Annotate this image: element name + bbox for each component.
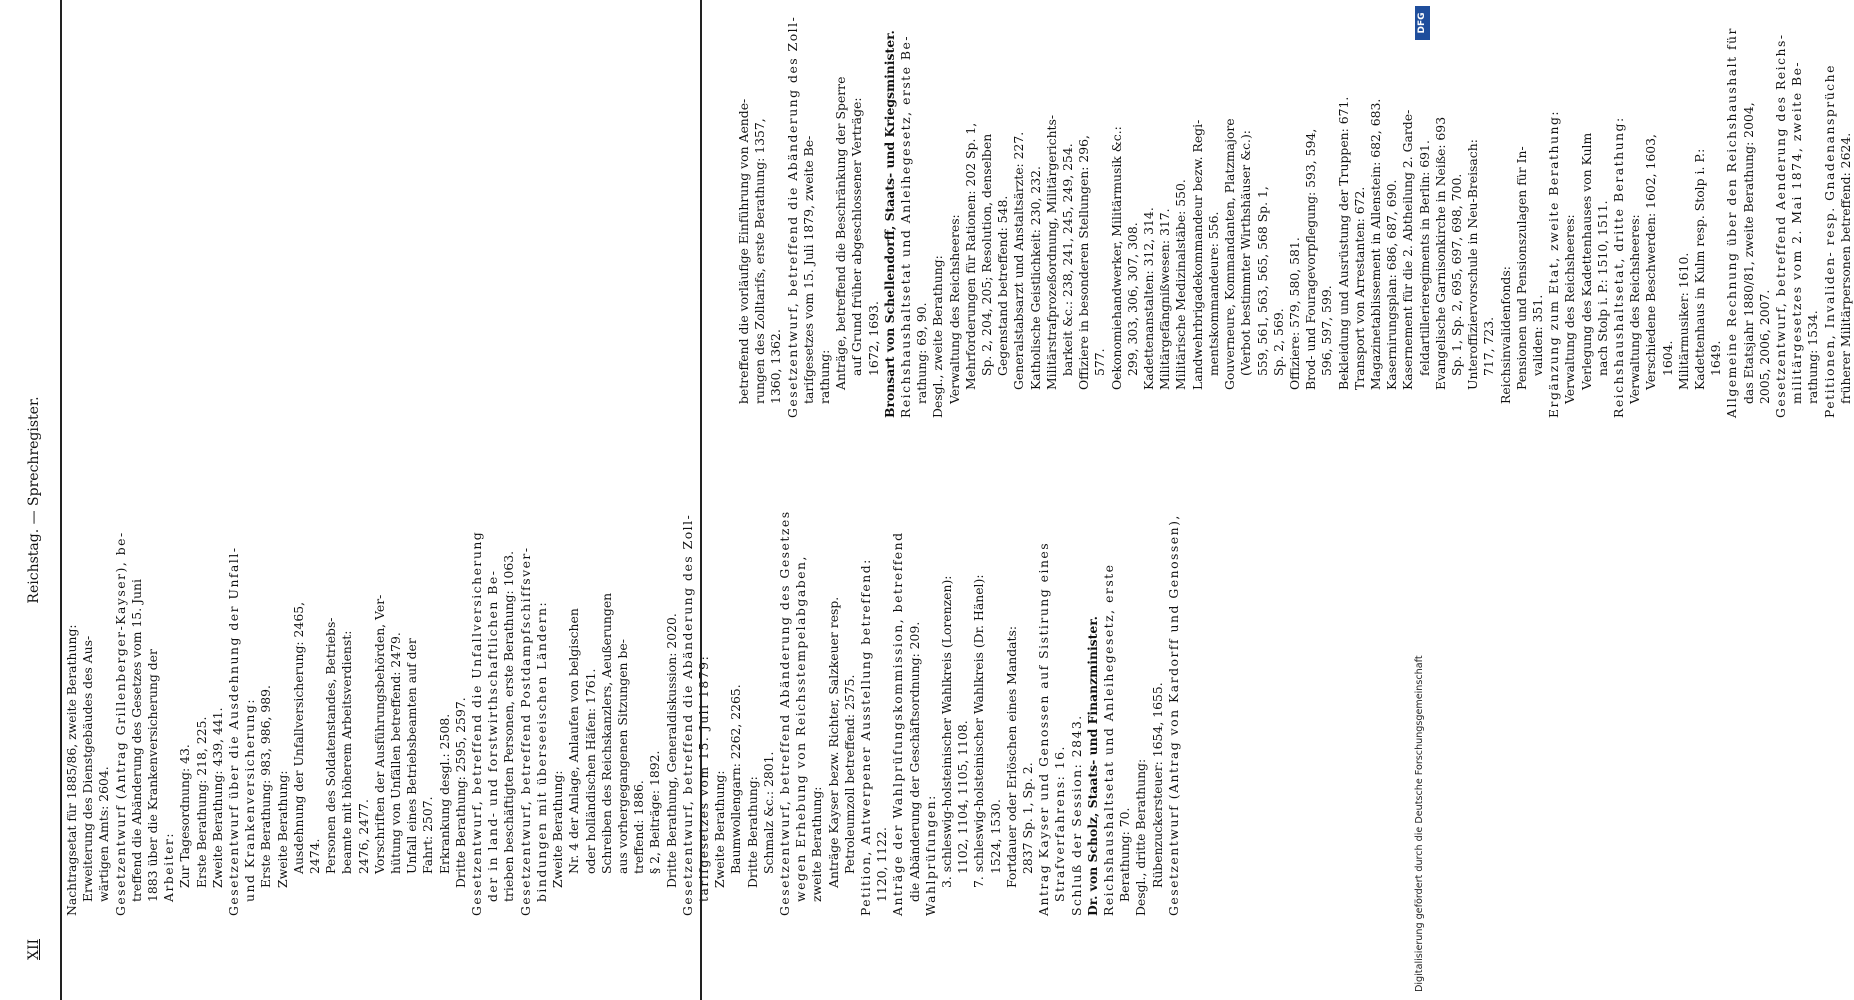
entry-line: mentskommandeure: 556.	[1205, 211, 1221, 376]
entry-line: Verwaltung des Reichsheeres:	[946, 214, 962, 404]
entry-line: Verwaltung des Reichsheeres:	[1562, 214, 1578, 404]
entry-line: tarifgesetzes vom 15. Juli 1879, zweite Be-	[800, 135, 816, 404]
entry-line: Oekonomiehandwerker, Militärmusik &c.:	[1108, 126, 1124, 390]
entry-line: wegen Erhebung von Reichsstempelabgaben,	[793, 555, 809, 902]
entry-line: früherer Militärpersonen betreffend: 2624.	[1837, 132, 1853, 404]
entry-line: Dritte Berathung:	[744, 776, 760, 888]
entry-line: Sp. 1, Sp. 2, 695, 697, 698, 700.	[1448, 173, 1464, 376]
entry-line: Erste Berathung: 983, 986, 989.	[258, 685, 274, 888]
entry-line: Ausdehnung der Unfallversicherung: 2465,	[290, 601, 306, 874]
entry-line: Gesetzentwurf, betreffend Postdampfschiffsver-	[517, 546, 533, 916]
entry-line: Anträge der Wahlprüfungskommission, betreffend	[890, 531, 906, 916]
entry-line: oder holländischen Häfen: 1761.	[582, 668, 598, 874]
entry-line: Militärmusiker: 1610.	[1675, 252, 1691, 390]
entry-line: Kasernement für die 2. Abtheilung 2. Garde-	[1400, 109, 1416, 390]
entry-line: Reichshaushaltsetat, dritte Berathung:	[1610, 116, 1626, 418]
entry-line: Arbeiter:	[161, 831, 177, 902]
entry-line: 596, 597, 599.	[1319, 285, 1335, 376]
entry-line: 2474.	[307, 838, 323, 874]
page-header	[26, 40, 50, 960]
entry-line: Wahlprüfungen:	[922, 794, 938, 916]
entry-line: und Krankenversicherung:	[242, 697, 258, 902]
entry-line: betreffend die vorläufige Einführung von Aende-	[736, 98, 751, 404]
entry-line: Anträge Kayser bezw. Richter, Salzkeuer resp.	[825, 596, 841, 888]
entry-line: Petition, Antwerpener Ausstellung betreffend:	[857, 558, 873, 916]
entry-line: Kasernirungsplan: 686, 687, 690.	[1384, 179, 1400, 390]
entry-line: Verschiedene Beschwerden: 1602, 1603,	[1643, 134, 1659, 390]
entry-line: bindungen mit überseeischen Ländern:	[533, 600, 549, 902]
entry-line: Personen des Soldatenstandes, Betriebs-	[323, 617, 339, 874]
entry-line: Gegenstand betreffend: 548.	[995, 195, 1011, 376]
entry-line: 1672, 1693.	[865, 301, 881, 376]
entry-line: Magazinetablissement in Allenstein: 682, 683.	[1367, 98, 1383, 390]
entry-line: Reichshaushaltsetat und Anleihegesetz, erste	[1101, 563, 1116, 916]
header-rule	[60, 0, 62, 1000]
entry-line: der in land- und forstwirthschaftlichen Be-	[485, 569, 501, 902]
entry-line: Unfall eines Betriebsbeamten auf der	[404, 638, 420, 874]
entry-line: Berathung: 70.	[1117, 807, 1133, 902]
entry-line: 7. schleswig-holsteinischer Wahlkreis (Dr. Hänel):	[971, 574, 987, 888]
entry-line: Zweite Berathung:	[550, 770, 566, 888]
entry-line: trieben beschäftigten Personen, erste Berathung: 1063.	[501, 550, 517, 902]
entry-line: Strafverfahrens: 16.	[1052, 745, 1068, 902]
entry-line: das Etatsjahr 1880/81, zweite Berathung: 2004,	[1740, 102, 1756, 404]
entry-line: die Abänderung der Geschäftsordnung: 209.	[906, 621, 922, 902]
entry-line: Kadettenanstalten: 312, 314.	[1141, 207, 1157, 390]
entry-line: 1120, 1122.	[874, 827, 890, 902]
entry-line: Militärgefängnißwesen: 317.	[1157, 208, 1173, 390]
entry-line: Fahrt: 2507.	[420, 796, 436, 874]
entry-line: Offiziere: 579, 580, 581.	[1286, 237, 1302, 390]
entry-line: 1102, 1104, 1105, 1108.	[955, 720, 971, 874]
entry-line: 2005, 2006, 2007.	[1756, 289, 1772, 404]
entry-line: Nachtragsetat für 1885/86, zweite Berathung:	[64, 624, 79, 916]
entry-line: 559, 561, 563, 565, 568 Sp. 1,	[1254, 186, 1270, 376]
entry-line: rathung: 1534.	[1805, 310, 1821, 404]
entry-line: Schmalz &c.: 2801.	[760, 751, 776, 874]
entry-line: Verlegung des Kadettenhauses von Kulm	[1578, 132, 1594, 390]
entry-line: 1524, 1530.	[987, 799, 1003, 874]
entry-line: Desgl., dritte Berathung:	[1133, 758, 1149, 916]
entry-line: Generalstabsarzt und Anstaltsärzte: 227.	[1011, 131, 1027, 390]
entry-line: Schreiben des Reichskanzlers, Aeußerungen	[598, 592, 614, 874]
digitization-note	[1414, 8, 1430, 992]
entry-line: Nr. 4 der Anlage, Anlaufen von belgischen	[566, 608, 582, 874]
entry-line: (Verbot bestimmter Wirthshäuser &c.):	[1238, 130, 1254, 376]
entry-line: rathung:	[817, 349, 833, 404]
entry-line: 1649.	[1708, 340, 1724, 376]
entry-line: Sp. 2, 569.	[1270, 308, 1286, 376]
entry-line: Gesetzentwurf (Antrag Grillenberger-Kayser), be-	[112, 531, 128, 916]
entry-line: Sp. 2, 204, 205; Resolution, denselben	[979, 133, 995, 376]
entry-line: Militärstrafprozeßordnung, Militärgerichts-	[1043, 114, 1059, 390]
speaker-heading: Bronsart von Schellendorff, Staats- und Kriegsminister.	[881, 30, 897, 418]
entry-line: Erweiterung des Dienstgebäudes des Aus-	[80, 635, 96, 902]
entry-line: Gesetzentwurf, betreffend die Unfallversicherung	[469, 530, 485, 916]
entry-line: Verwaltung des Reichsheeres:	[1627, 214, 1643, 404]
entry-line: Gesetzentwurf, betreffend die Abänderung des Zoll-	[679, 513, 695, 916]
entry-line: beamte mit höherem Arbeitsverdienst:	[339, 630, 355, 874]
entry-line: 1883 über die Krankenversicherung der	[145, 649, 161, 902]
entry-line: § 2, Beiträge: 1892.	[647, 750, 663, 874]
entry-line: rungen des Zolltarifs, erste Berathung: 1357,	[752, 118, 768, 404]
entry-line: 1604.	[1659, 340, 1675, 376]
entry-line: Fortdauer oder Erlöschen eines Mandats:	[1003, 625, 1019, 888]
entry-line: Erkrankung desgl.: 2508.	[436, 713, 452, 874]
entry-line: nach Stolp i. P.: 1510, 1511.	[1594, 200, 1610, 376]
entry-line: Dritte Berathung: 2595, 2597.	[452, 697, 468, 888]
entry-line: 299, 303, 306, 307, 308.	[1124, 222, 1140, 376]
entry-line: Allgemeine Rechnung über den Reichshaushalt für	[1724, 27, 1740, 418]
entry-line: feldartillerieregiments in Berlin: 691.	[1416, 140, 1432, 376]
entry-line: Ergänzung zum Etat, zweite Berathung:	[1546, 109, 1562, 418]
entry-line: tarifgesetzes vom 15. Juli 1879:	[695, 654, 711, 902]
entry-line: Petitionen, Invaliden- resp. Gnadenansprüche	[1821, 64, 1837, 418]
entry-line: Gesetzentwurf, betreffend die Abänderung des Zoll-	[784, 15, 800, 418]
entry-line: Transport von Arrestanten: 672.	[1351, 186, 1367, 390]
entry-line: Baumwollengarn: 2262, 2265.	[728, 684, 744, 874]
digitization-note-text: Digitalisierung gefördert durch die Deutsche Forschungsgemeinschaft	[1414, 655, 1425, 992]
entry-line: treffend: 1886.	[631, 780, 647, 874]
entry-line: 577.	[1092, 348, 1108, 376]
entry-line: Petroleumzoll betreffend: 2575.	[841, 674, 857, 874]
entry-line: Desgl., zweite Berathung:	[930, 255, 946, 418]
entry-line: Reichshaushaltsetat und Anleihegesetz, erste Be-	[898, 34, 914, 418]
entry-line: Zweite Berathung:	[712, 770, 728, 888]
entry-line: Dritte Berathung, Generaldiskussion: 2020.	[663, 613, 679, 888]
entry-line: aus vorhergegangenen Sitzungen be-	[614, 639, 630, 874]
entry-line: Zur Tagesordnung: 43.	[177, 744, 193, 888]
dfg-logo: DFG	[1415, 6, 1430, 40]
entry-line: Schluß der Session: 2843.	[1068, 714, 1084, 916]
entry-line: Gesetzentwurf, betreffend Abänderung des Gesetzes	[776, 510, 792, 916]
entry-line: treffend die Abänderung des Gesetzes vom 15. Juni	[128, 579, 144, 902]
entry-line: validen: 351.	[1529, 294, 1545, 376]
entry-line: Zweite Berathung: 439, 441.	[209, 707, 225, 888]
entry-line: Vorschriften der Ausführungsbehörden, Ver-	[371, 594, 387, 874]
entry-line: 717, 723.	[1481, 316, 1497, 376]
entry-line: militärgesetzes vom 2. Mai 1874, zweite Be-	[1789, 60, 1805, 404]
entry-line: Gesetzentwurf, betreffend Aenderung des Reichs-	[1773, 33, 1788, 418]
entry-line: Evangelische Garnisonkirche in Neiße: 693	[1432, 116, 1448, 390]
entry-line: Mehrforderungen für Rationen: 202 Sp. 1,	[962, 122, 978, 390]
entry-line: Landwehrbrigadekommandeur bezw. Regi-	[1189, 119, 1205, 390]
page-title: Reichstag. — Sprechregister.	[26, 396, 42, 604]
entry-line: 1360, 1362.	[768, 329, 784, 404]
entry-line: Pensionen und Pensionszulagen für In-	[1513, 146, 1529, 390]
entry-line: wärtigen Amts: 2604.	[96, 766, 112, 902]
entry-line: rathung: 69, 90.	[914, 302, 930, 404]
entry-line: Kadettenhaus in Kulm resp. Stolp i. P.:	[1691, 148, 1707, 390]
entry-line: Erste Berathung: 218, 225.	[193, 716, 209, 888]
entry-line: zweite Berathung:	[809, 786, 825, 902]
entry-line: Offiziere in besonderen Stellungen: 296,	[1076, 135, 1092, 390]
entry-line: Unteroffiziervorschule in Neu-Breisach:	[1465, 139, 1481, 390]
entry-line: Bekleidung und Ausrüstung der Truppen: 671.	[1335, 96, 1351, 390]
entry-line: auf Grund früher abgeschlossener Verträge:	[849, 97, 865, 376]
entry-line: Gesetzentwurf über die Ausdehnung der Unfall-	[226, 546, 242, 916]
speaker-heading: Dr. von Scholz, Staats- und Finanzminister.	[1084, 616, 1100, 916]
entry-line: Brod- und Fouragevorpflegung: 593, 594,	[1303, 128, 1319, 390]
entry-line: Anträge, betreffend die Beschränkung der Sperre	[833, 76, 849, 390]
entry-line: hütung von Unfällen betreffend: 2479.	[388, 632, 404, 874]
entry-line: Rübenzuckersteuer: 1654, 1655.	[1149, 682, 1165, 888]
entry-line: Gouverneure, Kommandanten, Platzmajore	[1222, 118, 1238, 390]
entry-line: Reichsinvalidenfonds:	[1497, 266, 1513, 404]
entry-line: Zweite Berathung:	[274, 770, 290, 888]
entry-line: Katholische Geistlichkeit: 230, 232.	[1027, 166, 1043, 390]
entry-line: 2837 Sp. 1, Sp. 2.	[1019, 762, 1035, 874]
entry-line: Militärische Medizinalstäbe: 550.	[1173, 179, 1189, 390]
entry-line: Gesetzentwurf (Antrag von Kardorff und Genossen),	[1165, 514, 1181, 916]
entry-line: 2476, 2477.	[355, 799, 371, 874]
entry-line: Antrag Kayser und Genossen auf Sistirung eines	[1036, 541, 1052, 916]
page-number: XII	[26, 938, 42, 960]
entry-line: 3. schleswig-holsteinischer Wahlkreis (Lorenzen):	[938, 575, 954, 888]
column-divider	[700, 0, 702, 1000]
entry-line: barkeit &c.: 238, 241, 245, 249, 254.	[1060, 143, 1076, 376]
